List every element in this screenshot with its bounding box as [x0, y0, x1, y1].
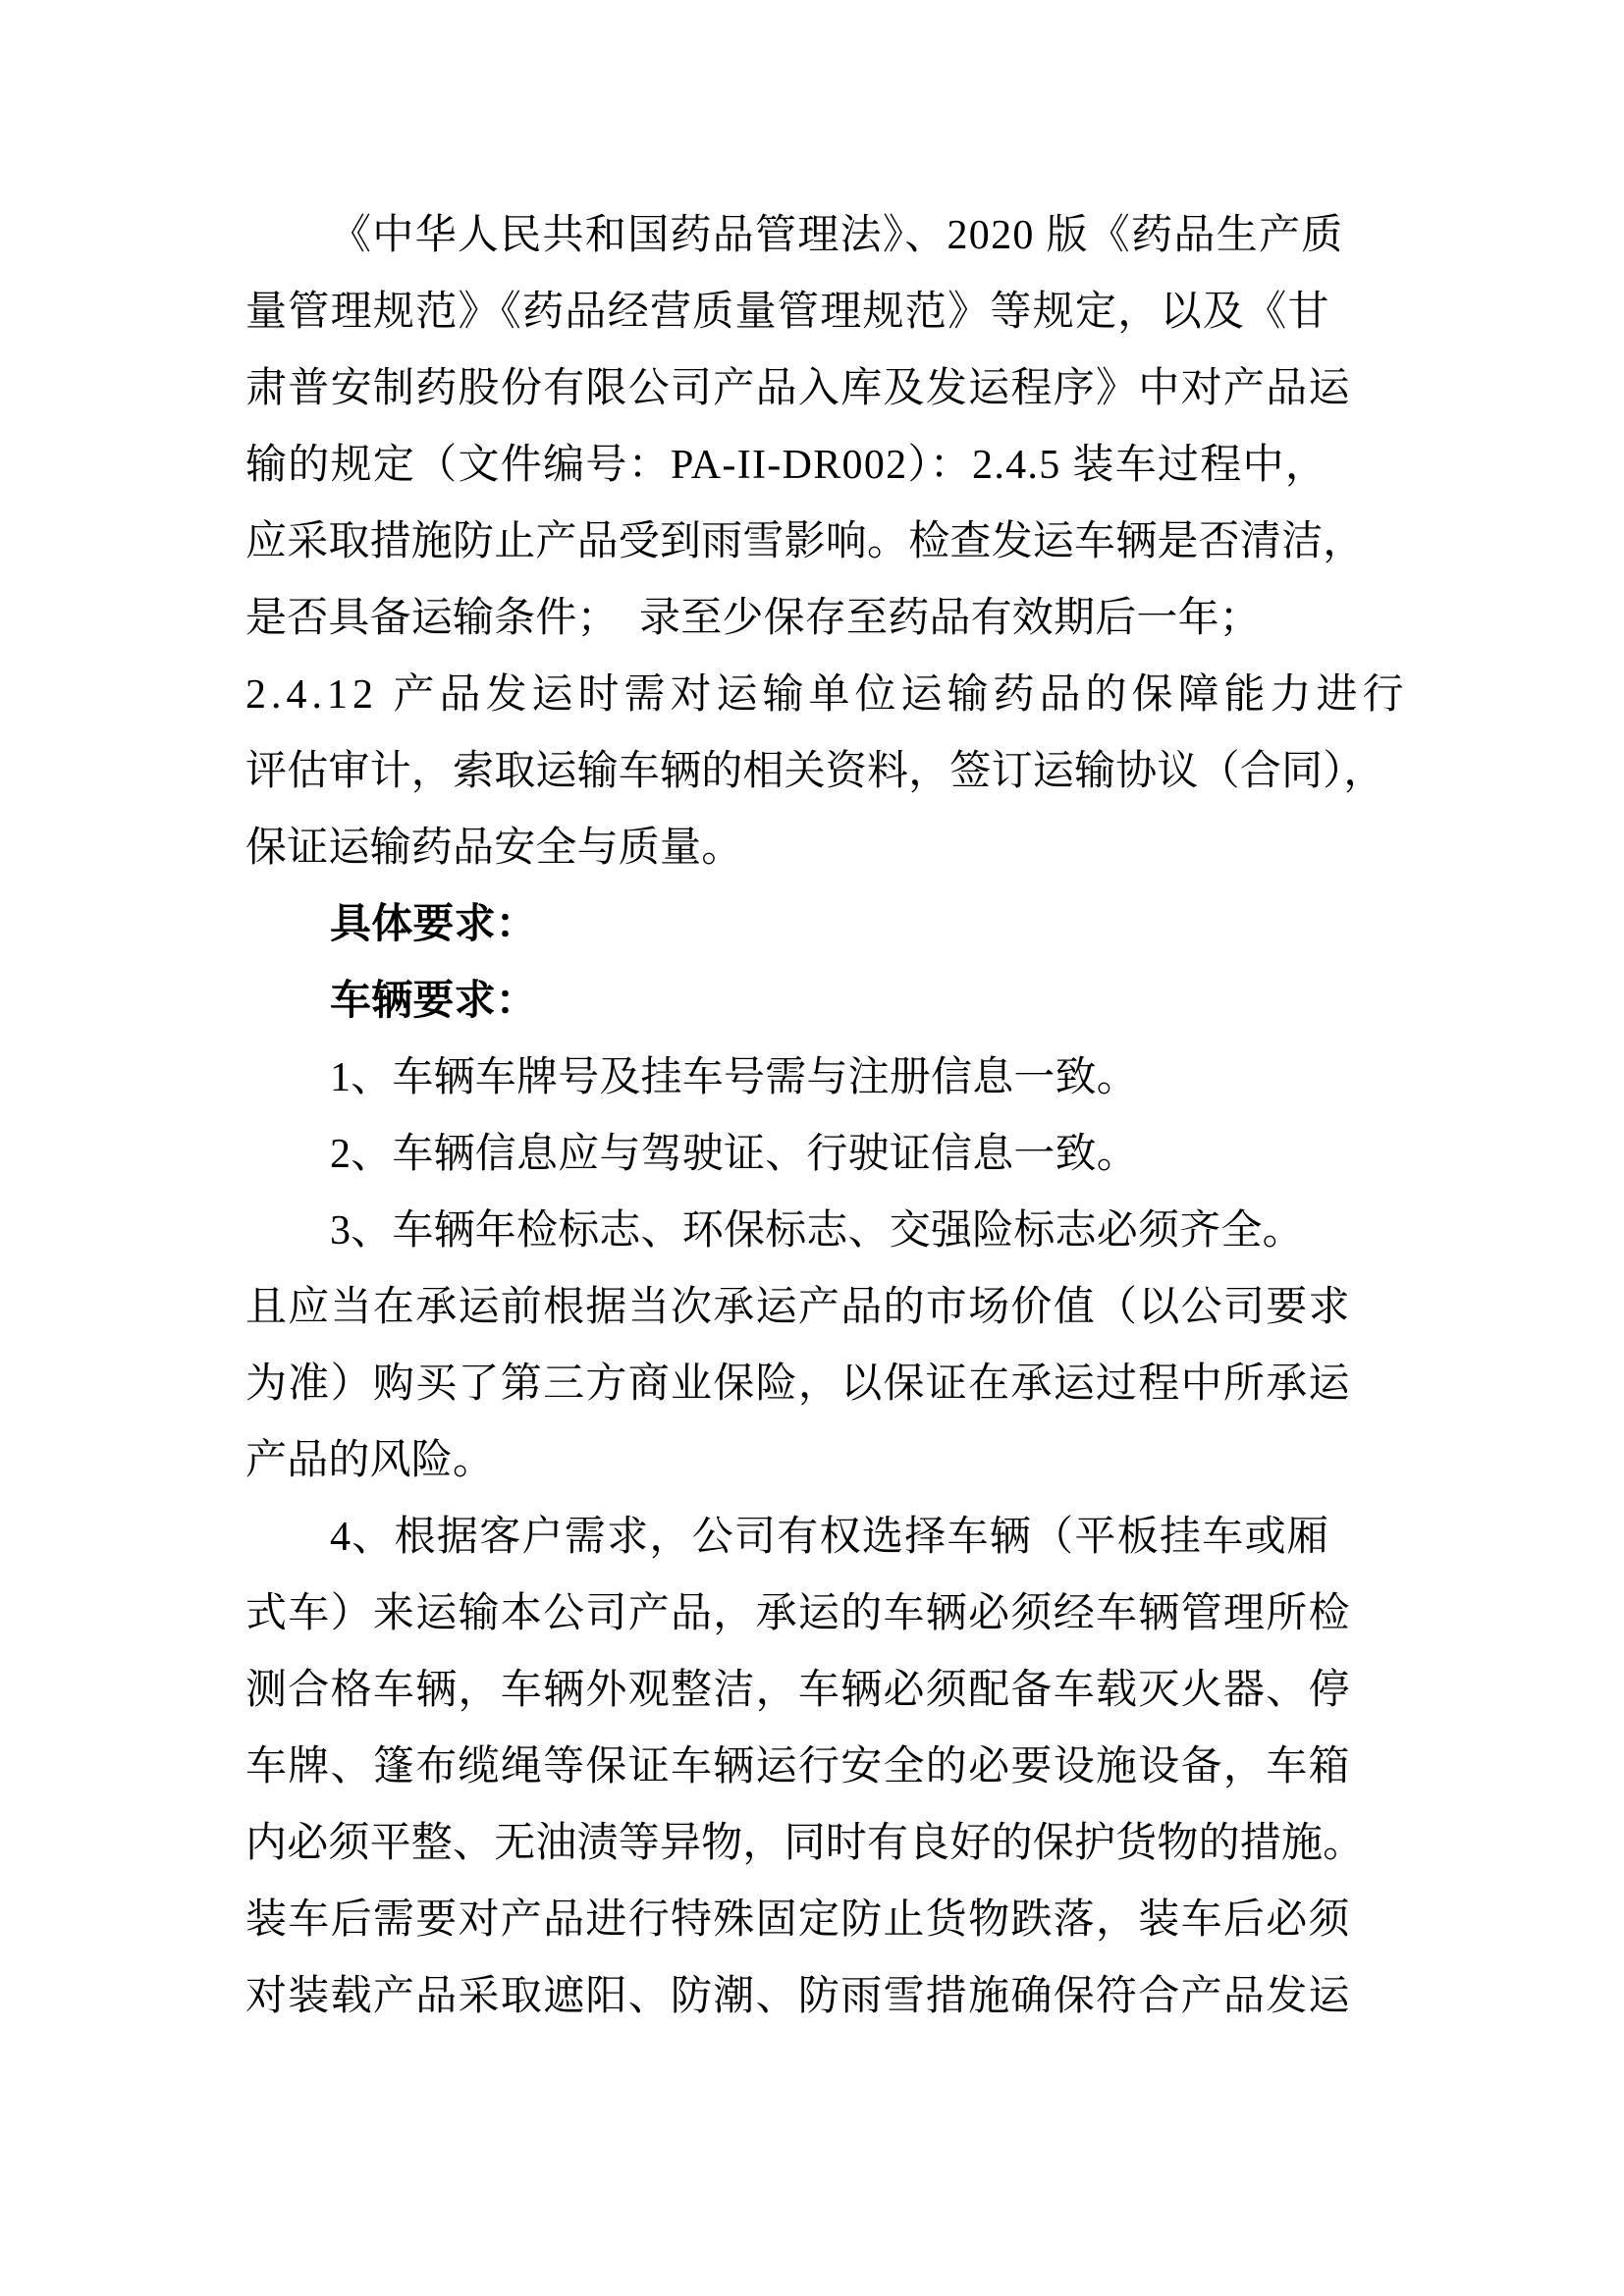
- item4-line-7: 对装载产品采取遮阳、防潮、防雨雪措施确保符合产品发运: [245, 1974, 1351, 2019]
- item4-line-3: 测合格车辆，车辆外观整洁，车辆必须配备车载灭火器、停: [245, 1668, 1351, 1713]
- item3-line-3: 为准）购买了第三方商业保险，以保证在承运过程中所承运: [245, 1362, 1351, 1407]
- p1-line-6: 是否具备运输条件； 录至少保存至药品有效期后一年；: [245, 596, 1262, 641]
- p1-line-8: 评估审计，索取运输车辆的相关资料，签订运输协议（合同），: [245, 749, 1385, 794]
- item2-line-1: 2、车辆信息应与驾驶证、行驶证信息一致。: [330, 1132, 1139, 1177]
- item1-line-1: 1、车辆车牌号及挂车号需与注册信息一致。: [330, 1055, 1139, 1100]
- item4-line-5: 内必须平整、无油渍等异物，同时有良好的保护货物的措施。: [245, 1821, 1365, 1866]
- item3-line-2: 且应当在承运前根据当次承运产品的市场价值（以公司要求: [245, 1285, 1351, 1330]
- document-content: [245, 197, 1409, 2035]
- p1-line-5: 应采取措施防止产品受到雨雪影响。检查发运车辆是否清洁，: [245, 519, 1365, 564]
- item4-line-1: 4、根据客户需求，公司有权选择车辆（平板挂车或厢: [330, 1515, 1330, 1560]
- p1-line-4: 输的规定（文件编号：PA-II-DR002）：2.4.5 装车过程中，: [245, 443, 1328, 488]
- p1-line-1: 《中华人民共和国药品管理法》、2020 版《药品生产质: [330, 213, 1344, 258]
- p1-line-7: 2.4.12 产品发运时需对运输单位运输药品的保障能力进行: [245, 672, 1409, 718]
- heading-specific-requirements: 具体要求：: [330, 902, 538, 947]
- item3-line-4: 产品的风险。: [245, 1438, 495, 1483]
- item4-line-2: 式车）来运输本公司产品，承运的车辆必须经车辆管理所检: [245, 1591, 1351, 1636]
- p1-line-2: 量管理规范》《药品经营质量管理规范》等规定，以及《甘: [245, 290, 1330, 335]
- item4-line-4: 车牌、篷布缆绳等保证车辆运行安全的必要设施设备，车箱: [245, 1744, 1351, 1789]
- p1-line-3: 肃普安制药股份有限公司产品入库及发运程序》中对产品运: [245, 366, 1351, 411]
- item3-line-1: 3、车辆年检标志、环保标志、交强险标志必须齐全。: [330, 1208, 1304, 1254]
- item4-line-6: 装车后需要对产品进行特殊固定防止货物跌落，装车后必须: [245, 1897, 1351, 1943]
- heading-vehicle-requirements: 车辆要求：: [330, 979, 538, 1024]
- p1-line-9: 保证运输药品安全与质量。: [245, 826, 743, 871]
